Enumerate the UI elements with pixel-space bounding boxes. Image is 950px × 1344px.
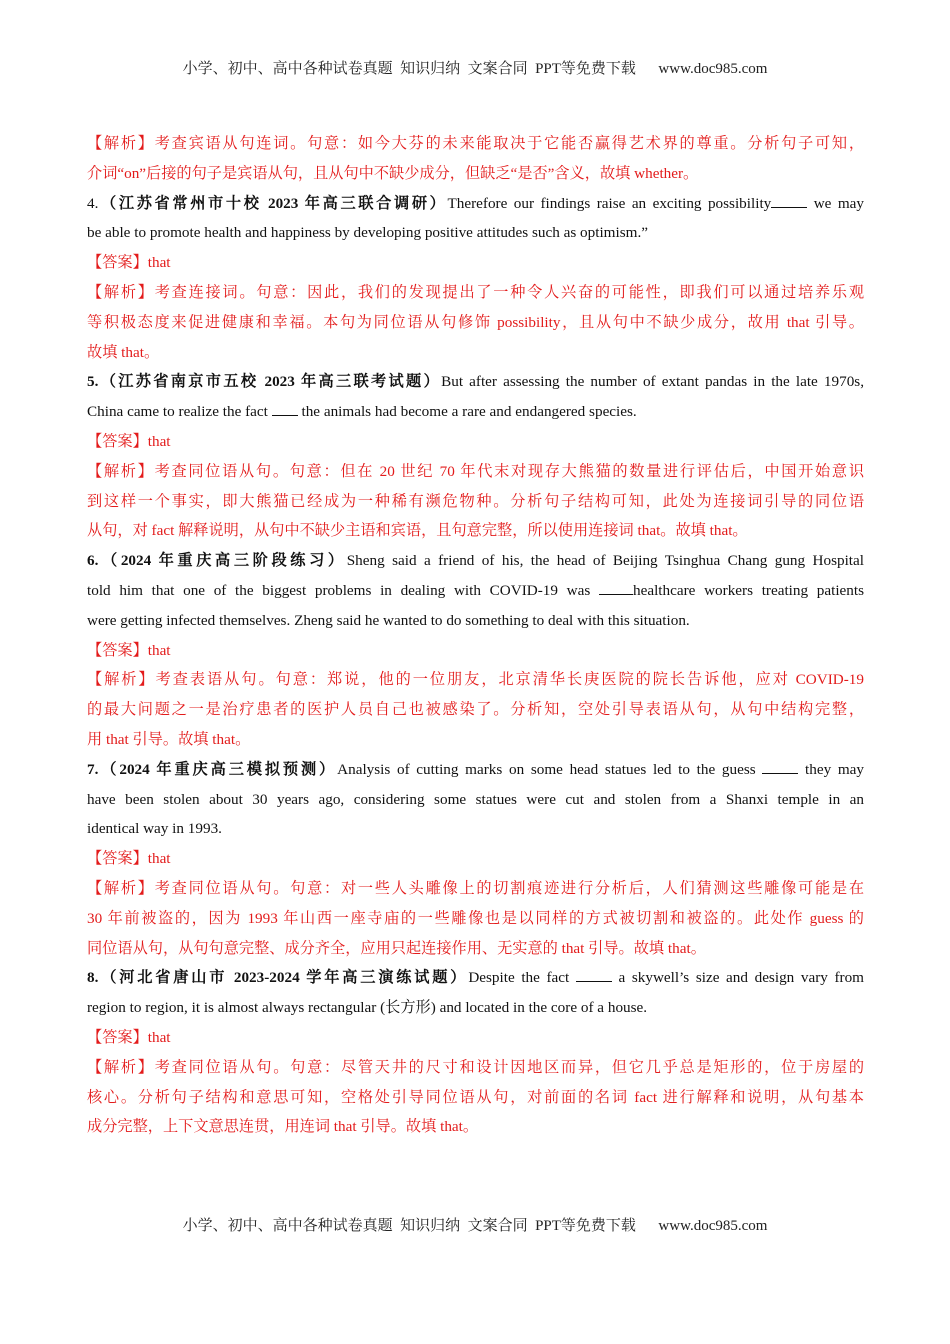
analysis-line: 【解析】考查宾语从句连词。句意：如今大芬的未来能取决于它能否赢得艺术界的尊重。分析句子可知， (87, 135, 865, 152)
question-6 (87, 546, 864, 755)
page-footer (0, 1214, 950, 1235)
question-7 (87, 755, 864, 964)
answer-line: 【答案】that (87, 254, 171, 272)
question-source: （河北省唐山市 2023-2024 学年高三演练试题） (98, 969, 469, 987)
question-source: （江苏省南京市五校 2023 年高三联考试题） (98, 373, 442, 391)
question-stem: have been stolen about 30 years ago, considering some statues were cut and stolen from a Shanxi temple in an (87, 790, 864, 808)
footer-url[interactable]: www.doc985.com (658, 1218, 768, 1234)
question-stem: 7.（2024 年重庆高三模拟预测）Analysis of cutting marks on some head statues led to the guess they may (87, 760, 865, 778)
question-stem: 5.（江苏省南京市五校 2023 年高三联考试题）But after assessing the number of extant pandas in the late 1970s, (87, 373, 864, 391)
analysis-line: 到这样一个事实，即大熊猫已经成为一种稀有濒危物种。分析句子结构可知，此处为连接词引导的同位语 (87, 492, 864, 510)
answer-blank (762, 759, 798, 774)
answer-value: that (147, 432, 171, 450)
answer-line: 【答案】that (87, 641, 171, 659)
page-header (0, 57, 950, 78)
answer-value: that (147, 850, 171, 868)
analysis-line: 故填 that。 (87, 343, 160, 361)
question-5 (87, 367, 864, 546)
analysis-line: 【解析】考查同位语从句。句意：但在 20 世纪 70 年代末对现存大熊猫的数量进行评估后，中国开始意识 (87, 462, 865, 480)
analysis-line: 核心。分析句子结构和意思可知，空格处引导同位语从句，对前面的名词 fact 进行解释和说明，从句基本 (87, 1088, 864, 1106)
analysis-line: 成分完整，上下文意思连贯，用连词 that 引导。故填 that。 (87, 1118, 479, 1136)
question-source: （2024 年重庆高三阶段练习） (98, 552, 347, 570)
analysis-line: 介词“on”后接的句子是宾语从句，且从句中不缺少成分，但缺乏“是否”含义，故填 whether。 (87, 164, 699, 182)
question-stem: 8.（河北省唐山市 2023-2024 学年高三演练试题）Despite the fact a skywell’s size and design vary from (87, 969, 864, 987)
header-url[interactable]: www.doc985.com (658, 61, 768, 77)
prev-analysis (87, 129, 864, 189)
analysis-line: 用 that 引导。故填 that。 (87, 730, 251, 748)
document-body (87, 129, 864, 1142)
analysis-line: 30 年前被盗的，因为 1993 年山西一座寺庙的一些雕像也是以同样的方式被切割和被盗的。此处作 guess 的 (87, 909, 864, 927)
analysis-line: 【解析】考查连接词。句意：因此，我们的发现提出了一种令人兴奋的可能性，即我们可以通过培养乐观 (87, 283, 865, 301)
analysis-line: 【解析】考查同位语从句。句意：对一些人头雕像上的切割痕迹进行分析后，人们猜测这些雕像可能是在 (87, 879, 865, 897)
answer-value: that (147, 1028, 171, 1046)
question-source: （江苏省常州市十校 2023 年高三联合调研） (98, 194, 448, 212)
question-4 (87, 189, 864, 368)
question-stem: were getting infected themselves. Zheng said he wanted to do something to deal with this situation. (87, 611, 690, 629)
question-stem: 4.（江苏省常州市十校 2023 年高三联合调研）Therefore our findings raise an exciting possibility we may (87, 194, 865, 212)
answer-value: that (147, 254, 171, 272)
answer-line: 【答案】that (87, 432, 171, 450)
answer-line: 【答案】that (87, 850, 171, 868)
question-8 (87, 963, 864, 1142)
question-stem: region to region, it is almost always rectangular (长方形) and located in the core of a house. (87, 999, 648, 1017)
question-stem: be able to promote health and happiness by developing positive attitudes such as optimism.” (87, 224, 648, 242)
answer-value: that (147, 641, 171, 659)
question-source: （2024 年重庆高三模拟预测） (98, 760, 338, 778)
answer-blank (599, 580, 633, 595)
answer-line: 【答案】that (87, 1028, 171, 1046)
analysis-line: 等积极态度来促进健康和幸福。本句为同位语从句修饰 possibility，且从句中不缺少成分，故用 that 引导。 (87, 313, 864, 331)
analysis-line: 同位语从句，从句句意完整、成分齐全，应用只起连接作用、无实意的 that 引导。故填 that。 (87, 939, 706, 957)
question-stem: China came to realize the fact the animals had become a rare and endangered species. (87, 403, 637, 421)
question-stem: 6.（2024 年重庆高三阶段练习）Sheng said a friend of his, the head of Beijing Tsinghua Chang gung Hospital (87, 552, 864, 570)
footer-text: 小学、初中、高中各种试卷真题 知识归纳 文案合同 PPT等免费下载 (182, 1218, 636, 1234)
analysis-line: 从句，对 fact 解释说明，从句中不缺少主语和宾语，且句意完整，所以使用连接词 that。故填 that。 (87, 522, 748, 540)
answer-blank (771, 193, 807, 208)
answer-blank (576, 967, 612, 982)
analysis-line: 【解析】考查同位语从句。句意：尽管天井的尺寸和设计因地区而异，但它几乎总是矩形的，位于房屋的 (87, 1058, 865, 1076)
analysis-line: 的最大问题之一是治疗患者的医护人员自己也被感染了。分析知，空处引导表语从句，从句中结构完整， (87, 701, 864, 719)
analysis-line: 【解析】考查表语从句。句意：郑说，他的一位朋友，北京清华长庚医院的院长告诉他，应对 COVID-19 (87, 671, 864, 689)
question-stem: identical way in 1993. (87, 820, 222, 838)
answer-blank (272, 401, 298, 416)
header-text: 小学、初中、高中各种试卷真题 知识归纳 文案合同 PPT等免费下载 (182, 61, 636, 77)
question-stem: told him that one of the biggest problems in dealing with COVID-19 was healthcare workers treating patients (87, 581, 865, 599)
